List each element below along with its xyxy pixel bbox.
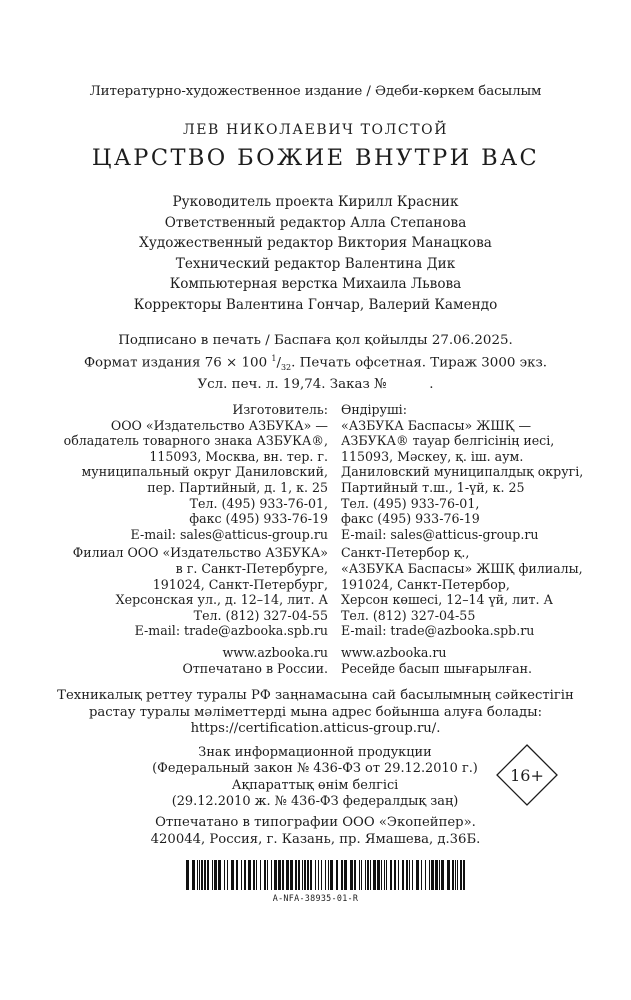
barcode-bar	[386, 860, 387, 890]
text-line: «АЗБУКА Баспасы» ЖШҚ —	[341, 417, 532, 433]
barcode-bar	[373, 860, 376, 890]
text-line: Санкт-Петербор қ.,	[341, 545, 470, 561]
barcode-bar	[359, 860, 360, 890]
text-line: Херсонская ул., д. 12–14, лит. А	[115, 592, 328, 608]
text-line: 420044, Россия, г. Казань, пр. Ямашева, д.36Б.	[150, 832, 481, 847]
barcode-bar	[394, 860, 396, 890]
credit-line: Руководитель проекта Кирилл Красник	[172, 194, 459, 210]
text-line: 191024, Санкт-Петербор,	[341, 576, 510, 592]
barcode-bar	[260, 860, 261, 890]
barcode-bar	[199, 860, 200, 890]
barcode-bar	[367, 860, 369, 890]
book-title: ЦАРСТВО БОЖИЕ ВНУТРИ ВАС	[91, 145, 540, 171]
barcode-bar	[390, 860, 392, 890]
certification-link: https://certification.atticus-group.ru/.	[190, 721, 441, 736]
text-line: www.azbooka.ru	[341, 644, 447, 660]
barcode-bar	[406, 860, 408, 890]
barcode-bar	[421, 860, 422, 890]
signed-date: Подписано в печать / Баспаға қол қойылды 27.06.2025.	[118, 333, 513, 348]
barcode-bar	[212, 860, 213, 890]
barcode-label: A-NFA-38935-01-R	[272, 893, 359, 903]
barcode-bar	[274, 860, 277, 890]
diamond-icon	[496, 744, 558, 806]
barcode-bar	[435, 860, 438, 890]
text-line: ООО «Издательство АЗБУКА» —	[110, 417, 328, 433]
text-line: Тел. (495) 933-76-01,	[341, 495, 480, 511]
barcode-bar	[267, 860, 268, 890]
barcode-bar	[336, 860, 338, 890]
typography-info	[0, 814, 631, 848]
barcode-bar	[350, 860, 353, 890]
barcode-bar	[361, 860, 362, 890]
block-site-ru	[30, 645, 328, 676]
text-line: E-mail: trade@azbooka.spb.ru	[134, 623, 328, 639]
barcode-bar	[409, 860, 410, 890]
text-line: Филиал ООО «Издательство АЗБУКА»	[72, 545, 328, 561]
barcode-bar	[227, 860, 228, 890]
credit-line: Корректоры Валентина Гончар, Валерий Камендо	[133, 296, 498, 313]
barcode-bar	[384, 860, 385, 890]
barcode-bar	[290, 860, 293, 890]
barcode-bar	[253, 860, 255, 890]
block-branch-kz	[341, 545, 611, 639]
text-line: (Федеральный закон № 436-ФЗ от 29.12.2010 г.)	[152, 761, 478, 777]
text-line: Отпечатано в России.	[182, 660, 328, 676]
info-product-sign	[120, 745, 510, 810]
text-line: Техникалық реттеу туралы РФ заңнамасына сай басылымның сәйкестігін	[57, 688, 574, 703]
block-main-kz	[341, 402, 611, 542]
barcode-bar	[298, 860, 300, 890]
text-line: Знак информационной продукции	[198, 745, 432, 760]
barcode-bar	[302, 860, 303, 890]
barcode-bar	[431, 860, 434, 890]
credits-list	[0, 192, 631, 316]
manufacturer-kz	[341, 402, 611, 679]
print-info	[0, 332, 631, 394]
text-line: Тел. (812) 327-04-55	[341, 607, 476, 623]
text-line: «АЗБУКА Баспасы» ЖШҚ филиалы,	[341, 560, 583, 576]
barcode-bar	[231, 860, 234, 890]
text-line: Өндіруші:	[341, 402, 407, 417]
text-line: АЗБУКА® тауар белгісінің иесі,	[341, 433, 555, 449]
barcode-bar	[271, 860, 272, 890]
barcode-bar	[186, 860, 189, 890]
credit-line: Ответственный редактор Алла Степанова	[164, 214, 467, 231]
barcode-bar	[416, 860, 419, 890]
barcode-bar	[365, 860, 366, 890]
text-line: (29.12.2010 ж. № 436-ФЗ федералдық заң)	[171, 793, 459, 809]
age-rating-badge	[496, 744, 558, 806]
text-line: 115093, Мәскеу, қ. іш. аум.	[341, 448, 524, 464]
text-line: растау туралы мәліметтерді мына адрес бойынша алуға болады:	[88, 704, 543, 720]
barcode-bar	[315, 860, 316, 890]
barcode-bar	[278, 860, 281, 890]
format-line: Формат издания 76 × 100 $^1/_{32}$. Печать офсетная. Тираж 3000 экз.	[83, 353, 548, 372]
barcode-bar	[218, 860, 221, 890]
barcode-bar	[328, 860, 329, 890]
barcode-bar	[425, 860, 426, 890]
barcode-bar	[447, 860, 450, 890]
text-line: 191024, Санкт-Петербург,	[152, 576, 328, 592]
age-rating-text: 16+	[510, 766, 544, 785]
barcode-bar	[325, 860, 326, 890]
text-line: E-mail: trade@azbooka.spb.ru	[341, 623, 535, 639]
barcode-bar	[412, 860, 413, 890]
text-line: Ақпараттық өнім белгісі	[231, 777, 399, 793]
barcode-bar	[381, 860, 382, 890]
barcode-bar	[214, 860, 217, 890]
barcode-bar	[463, 860, 465, 890]
barcode-bar	[241, 860, 242, 890]
text-line: www.azbooka.ru	[222, 644, 328, 660]
block-branch-ru	[30, 545, 328, 639]
sheets-line: Усл. печ. л. 19,74. Заказ № .	[197, 377, 434, 393]
block-main-ru	[30, 402, 328, 542]
text-line: Изготовитель:	[232, 402, 328, 417]
barcode-bar	[354, 860, 356, 890]
barcode-bar	[295, 860, 297, 890]
barcode-bar	[248, 860, 251, 890]
manufacturer-ru	[30, 402, 328, 679]
barcode-bar	[460, 860, 462, 890]
text-line: Отпечатано в типографии ООО «Экопейпер».	[155, 815, 476, 830]
author-name: ЛЕВ НИКОЛАЕВИЧ ТОЛСТОЙ	[182, 122, 449, 138]
barcode-bar	[457, 860, 458, 890]
barcode-bar	[429, 860, 430, 890]
text-line: 115093, Москва, вн. тер. г.	[149, 448, 328, 464]
barcode-bar	[310, 860, 312, 890]
text-line: Тел. (812) 327-04-55	[193, 607, 328, 623]
text-line: Партийный т.ш., 1-үй, к. 25	[341, 479, 525, 495]
text-line: Ресейде басып шығарылған.	[341, 660, 533, 676]
barcode-bar	[197, 860, 198, 890]
text-line: факс (495) 933-76-19	[189, 511, 328, 527]
text-line: обладатель товарного знака АЗБУКА®,	[63, 433, 328, 449]
barcode-bar	[441, 860, 444, 890]
credit-line: Художественный редактор Виктория Манацкова	[139, 235, 492, 252]
block-site-kz	[341, 645, 611, 676]
barcode-bar	[344, 860, 347, 890]
barcode-bar	[330, 860, 333, 890]
text-line: E-mail: sales@atticus-group.ru	[130, 526, 328, 542]
barcode-bar	[286, 860, 289, 890]
barcode-bar	[282, 860, 284, 890]
barcode	[184, 860, 468, 890]
text-line: муниципальный округ Даниловский,	[81, 464, 328, 480]
barcode-bar	[402, 860, 404, 890]
barcode-bar	[264, 860, 266, 890]
text-line: Херсон көшесі, 12–14 үй, лит. А	[341, 592, 553, 608]
barcode-bar	[204, 860, 206, 890]
barcode-bar	[439, 860, 440, 890]
text-line: Даниловский муниципалдық округі,	[341, 464, 584, 480]
barcode-bar	[318, 860, 319, 890]
barcode-bar	[192, 860, 195, 890]
credit-line: Компьютерная верстка Михаила Львова	[169, 276, 462, 293]
barcode-image	[184, 860, 468, 890]
tech-regulation-note	[0, 688, 631, 738]
barcode-bar	[256, 860, 257, 890]
text-line: Тел. (495) 933-76-01,	[189, 495, 328, 511]
text-line: в г. Санкт-Петербурге,	[175, 560, 328, 576]
barcode-bar	[341, 860, 343, 890]
edition-type: Литературно-художественное издание / Әдеби-көркем басылым	[89, 84, 542, 99]
barcode-bar	[224, 860, 225, 890]
barcode-bar	[244, 860, 246, 890]
text-line: E-mail: sales@atticus-group.ru	[341, 526, 539, 542]
credit-line: Технический редактор Валентина Дик	[175, 255, 456, 272]
barcode-bar	[398, 860, 399, 890]
text-line: факс (495) 933-76-19	[341, 511, 480, 527]
barcode-bar	[321, 860, 322, 890]
barcode-bar	[236, 860, 238, 890]
barcode-bar	[370, 860, 371, 890]
barcode-bar	[455, 860, 456, 890]
barcode-bar	[452, 860, 454, 890]
text-line: пер. Партийный, д. 1, к. 25	[147, 479, 328, 495]
barcode-bar	[304, 860, 306, 890]
barcode-bar	[201, 860, 203, 890]
barcode-bar	[377, 860, 380, 890]
barcode-bar	[207, 860, 209, 890]
barcode-bar	[307, 860, 309, 890]
